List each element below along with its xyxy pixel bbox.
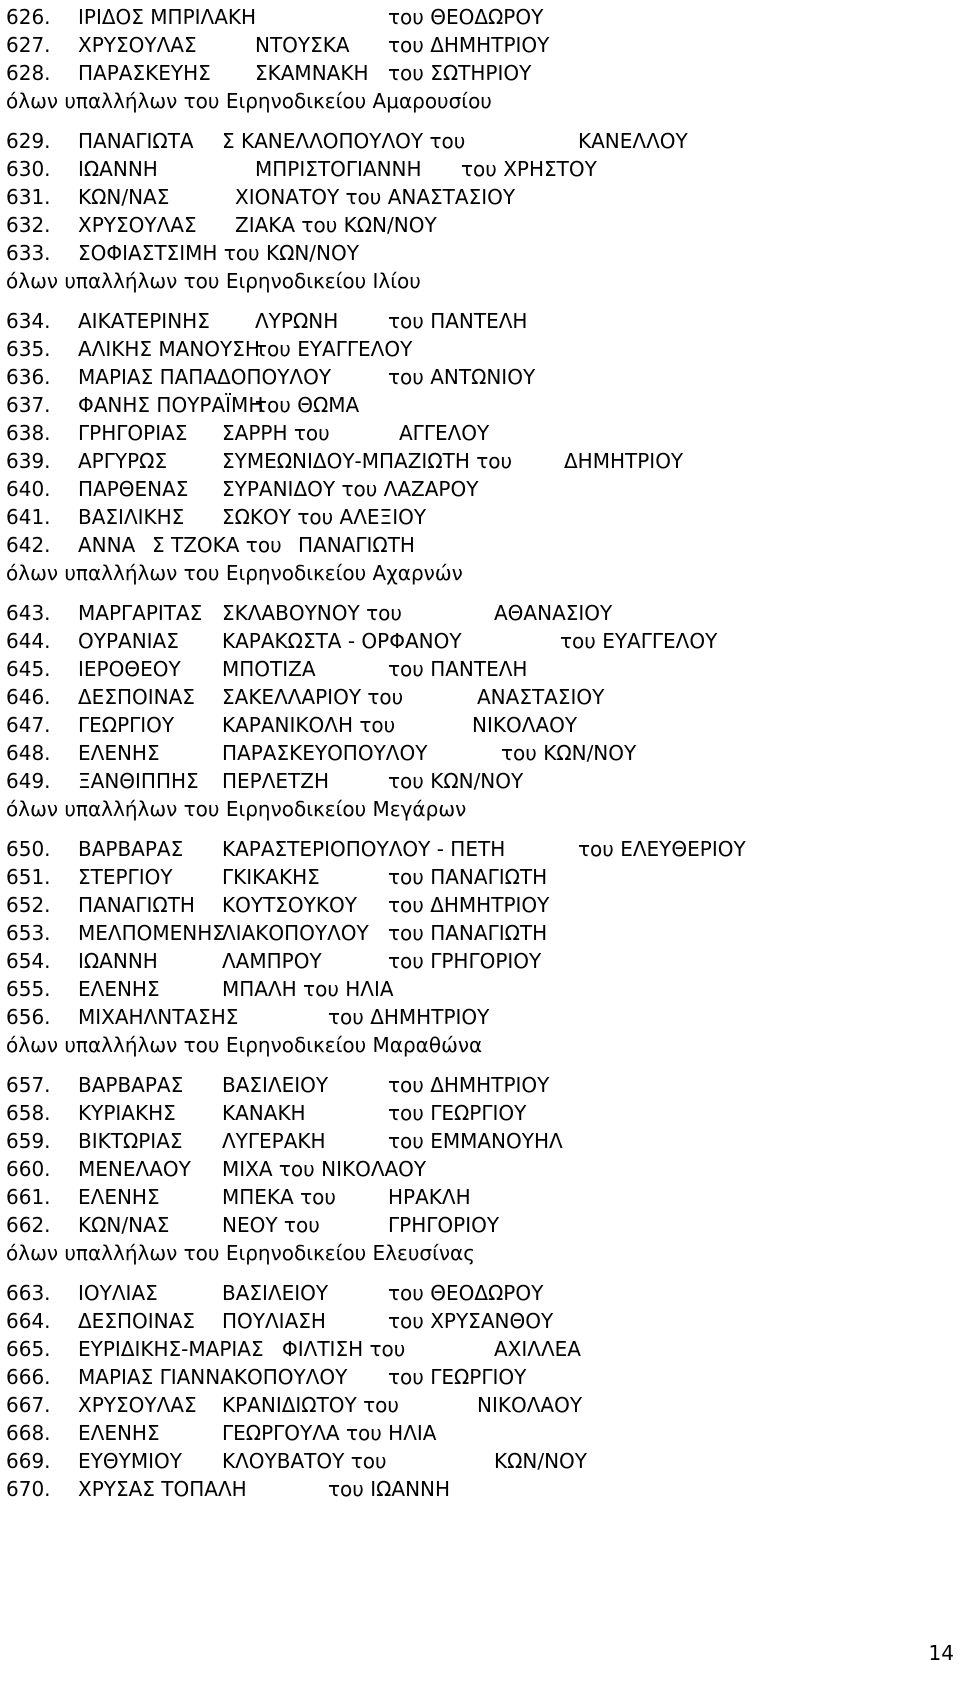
surname: ΣΥΡΑΝΙΔΟΥ του ΛΑΖΑΡΟΥ bbox=[222, 477, 479, 501]
surname: ΝΕΟΥ του bbox=[222, 1213, 320, 1237]
first-name: ΓΡΗΓΟΡΙΑΣ bbox=[78, 421, 188, 445]
list-item bbox=[0, 1210, 960, 1240]
first-name: ΑΛΙΚΗΣ ΜΑΝΟΥΣΗ bbox=[78, 337, 260, 361]
item-number: 644. bbox=[6, 629, 51, 653]
surname: ΒΑΣΙΛΕΙΟΥ bbox=[222, 1073, 329, 1097]
list-item bbox=[0, 1474, 960, 1504]
item-number: 634. bbox=[6, 309, 51, 333]
first-name: ΙΩΑΝΝΗ bbox=[78, 157, 158, 181]
list-item bbox=[0, 918, 960, 948]
first-name: ΑΡΓΥΡΩΣ bbox=[78, 449, 168, 473]
item-number: 669. bbox=[6, 1449, 51, 1473]
section-heading bbox=[0, 1030, 960, 1060]
first-name: ΕΛΕΝΗΣ bbox=[78, 1185, 160, 1209]
surname: του ΕΥΑΓΓΕΛΟΥ bbox=[255, 337, 413, 361]
surname: ΓΕΩΡΓΟΥΛΑ του ΗΛΙΑ bbox=[222, 1421, 437, 1445]
list-item bbox=[0, 766, 960, 796]
surname: ΣΑΚΕΛΛΑΡΙΟΥ του bbox=[222, 685, 404, 709]
first-name: ΓΕΩΡΓΙΟΥ bbox=[78, 713, 175, 737]
item-number: 667. bbox=[6, 1393, 51, 1417]
list-item bbox=[0, 1362, 960, 1392]
item-number: 655. bbox=[6, 977, 51, 1001]
first-name: ΧΡΥΣΟΥΛΑΣ bbox=[78, 213, 197, 237]
first-name: ΜΙΧΑΗΛΝΤΑΣΗΣ bbox=[78, 1005, 239, 1029]
list-item bbox=[0, 1446, 960, 1476]
first-name: ΣΟΦΙΑΣΤΣΙΜΗ του ΚΩΝ/ΝΟΥ bbox=[78, 241, 359, 265]
list-item bbox=[0, 1334, 960, 1364]
surname: του ΓΕΩΡΓΙΟΥ bbox=[388, 1365, 527, 1389]
section-heading-text: όλων υπαλλήλων του Ειρηνοδικείου Αχαρνών bbox=[6, 561, 463, 585]
father-name: του ΔΗΜΗΤΡΙΟΥ bbox=[388, 33, 550, 57]
father-name: ΑΧΙΛΛΕΑ bbox=[494, 1337, 581, 1361]
surname: ΛΑΜΠΡΟΥ bbox=[222, 949, 322, 973]
list-item bbox=[0, 598, 960, 628]
father-name: του ΕΜΜΑΝΟΥΗΛ bbox=[388, 1129, 563, 1153]
first-name: ΙΕΡΟΘΕΟΥ bbox=[78, 657, 181, 681]
item-number: 658. bbox=[6, 1101, 51, 1125]
list-item bbox=[0, 1278, 960, 1308]
first-name: ΕΛΕΝΗΣ bbox=[78, 741, 160, 765]
section-heading-text: όλων υπαλλήλων του Ειρηνοδικείου Αμαρουσίου bbox=[6, 89, 492, 113]
first-name: ΒΙΚΤΩΡΙΑΣ bbox=[78, 1129, 183, 1153]
item-number: 652. bbox=[6, 893, 51, 917]
list-item bbox=[0, 974, 960, 1004]
surname: ΦΙΛΤΙΣΗ του bbox=[282, 1337, 406, 1361]
list-item bbox=[0, 682, 960, 712]
first-name: ΞΑΝΘΙΠΠΗΣ bbox=[78, 769, 199, 793]
first-name: ΧΡΥΣΟΥΛΑΣ bbox=[78, 33, 197, 57]
section-heading-text: όλων υπαλλήλων του Ειρηνοδικείου Μεγάρων bbox=[6, 797, 467, 821]
item-number: 666. bbox=[6, 1365, 51, 1389]
father-name: του ΠΑΝΤΕΛΗ bbox=[388, 657, 528, 681]
first-name: ΠΑΡΘΕΝΑΣ bbox=[78, 477, 189, 501]
list-item bbox=[0, 626, 960, 656]
item-number: 639. bbox=[6, 449, 51, 473]
item-number: 645. bbox=[6, 657, 51, 681]
list-item bbox=[0, 182, 960, 212]
first-name: ΔΕΣΠΟΙΝΑΣ bbox=[78, 1309, 195, 1333]
surname: του ΘΩΜΑ bbox=[255, 393, 360, 417]
list-item bbox=[0, 1098, 960, 1128]
first-name: ΒΑΡΒΑΡΑΣ bbox=[78, 837, 184, 861]
surname: ΚΑΡΑΣΤΕΡΙΟΠΟΥΛΟΥ - ΠΕΤΗ bbox=[222, 837, 506, 861]
first-name: ΜΕΛΠΟΜΕΝΗΣ bbox=[78, 921, 225, 945]
first-name: ΕΥΘΥΜΙΟΥ bbox=[78, 1449, 182, 1473]
item-number: 636. bbox=[6, 365, 51, 389]
list-item bbox=[0, 654, 960, 684]
section-heading bbox=[0, 1238, 960, 1268]
first-name: ΜΑΡΙΑΣ ΓΙΑΝΝΑΚΟΠΟΥΛΟΥ bbox=[78, 1365, 348, 1389]
surname: ΚΛΟΥΒΑΤΟΥ του bbox=[222, 1449, 387, 1473]
section-heading bbox=[0, 266, 960, 296]
item-number: 643. bbox=[6, 601, 51, 625]
surname: ΣΥΜΕΩΝΙΔΟΥ-ΜΠΑΖΙΩΤΗ του bbox=[222, 449, 513, 473]
item-number: 628. bbox=[6, 61, 51, 85]
item-number: 638. bbox=[6, 421, 51, 445]
item-number: 653. bbox=[6, 921, 51, 945]
surname: Σ ΚΑΝΕΛΛΟΠΟΥΛΟΥ του bbox=[222, 129, 466, 153]
item-number: 656. bbox=[6, 1005, 51, 1029]
first-name: ΙΩΑΝΝΗ bbox=[78, 949, 158, 973]
list-item bbox=[0, 30, 960, 60]
father-name: του ΕΛΕΥΘΕΡΙΟΥ bbox=[578, 837, 746, 861]
list-item bbox=[0, 418, 960, 448]
father-name: ΔΗΜΗΤΡΙΟΥ bbox=[564, 449, 684, 473]
surname: ΠΕΡΛΕΤΖΗ bbox=[222, 769, 330, 793]
list-item bbox=[0, 738, 960, 768]
surname: ΠΑΡΑΣΚΕΥΟΠΟΥΛΟΥ bbox=[222, 741, 428, 765]
list-item bbox=[0, 946, 960, 976]
first-name: ΙΟΥΛΙΑΣ bbox=[78, 1281, 158, 1305]
father-name: του ΚΩΝ/ΝΟΥ bbox=[388, 769, 524, 793]
item-number: 630. bbox=[6, 157, 51, 181]
item-number: 647. bbox=[6, 713, 51, 737]
item-number: 646. bbox=[6, 685, 51, 709]
surname: ΜΙΧΑ του ΝΙΚΟΛΑΟΥ bbox=[222, 1157, 427, 1181]
surname: ΚΑΡΑΝΙΚΟΛΗ του bbox=[222, 713, 396, 737]
list-item bbox=[0, 2, 960, 32]
first-name: ΜΑΡΓΑΡΙΤΑΣ bbox=[78, 601, 203, 625]
list-item bbox=[0, 1418, 960, 1448]
first-name: ΙΡΙΔΟΣ ΜΠΡΙΛΑΚΗ bbox=[78, 5, 257, 29]
father-name: ΝΙΚΟΛΑΟΥ bbox=[472, 713, 578, 737]
section-heading bbox=[0, 558, 960, 588]
surname: Σ ΤΖΟΚΑ του bbox=[152, 533, 282, 557]
item-number: 660. bbox=[6, 1157, 51, 1181]
item-number: 662. bbox=[6, 1213, 51, 1237]
father-name: ΝΙΚΟΛΑΟΥ bbox=[477, 1393, 583, 1417]
item-number: 664. bbox=[6, 1309, 51, 1333]
first-name: ΑΙΚΑΤΕΡΙΝΗΣ bbox=[78, 309, 210, 333]
father-name: του ΓΡΗΓΟΡΙΟΥ bbox=[388, 949, 542, 973]
list-item bbox=[0, 1154, 960, 1184]
list-item bbox=[0, 210, 960, 240]
father-name: του ΔΗΜΗΤΡΙΟΥ bbox=[388, 893, 550, 917]
list-item bbox=[0, 1306, 960, 1336]
first-name: ΑΝΝΑ bbox=[78, 533, 136, 557]
item-number: 626. bbox=[6, 5, 51, 29]
surname: ΜΠΡΙΣΤΟΓΙΑΝΝΗ bbox=[255, 157, 422, 181]
surname: ΚΟΥΤΣΟΥΚΟΥ bbox=[222, 893, 357, 917]
father-name: του ΧΡΥΣΑΝΘΟΥ bbox=[388, 1309, 554, 1333]
first-name: ΦΑΝΗΣ ΠΟΥΡΑΪΜΗ bbox=[78, 393, 264, 417]
surname: ΛΥΓΕΡΑΚΗ bbox=[222, 1129, 326, 1153]
item-number: 635. bbox=[6, 337, 51, 361]
list-item bbox=[0, 530, 960, 560]
surname: ΣΑΡΡΗ του bbox=[222, 421, 330, 445]
father-name: του ΔΗΜΗΤΡΙΟΥ bbox=[388, 1073, 550, 1097]
father-name: του ΕΥΑΓΓΕΛΟΥ bbox=[560, 629, 718, 653]
item-number: 637. bbox=[6, 393, 51, 417]
first-name: ΟΥΡΑΝΙΑΣ bbox=[78, 629, 179, 653]
surname: ΚΡΑΝΙΔΙΩΤΟΥ του bbox=[222, 1393, 399, 1417]
surname: του ΑΝΤΩΝΙΟΥ bbox=[388, 365, 536, 389]
father-name: ΚΩΝ/ΝΟΥ bbox=[494, 1449, 588, 1473]
first-name: ΒΑΡΒΑΡΑΣ bbox=[78, 1073, 184, 1097]
item-number: 629. bbox=[6, 129, 51, 153]
list-item bbox=[0, 1390, 960, 1420]
list-item bbox=[0, 390, 960, 420]
list-item bbox=[0, 1126, 960, 1156]
item-number: 663. bbox=[6, 1281, 51, 1305]
first-name: ΧΡΥΣΑΣ ΤΟΠΑΛΗ bbox=[78, 1477, 247, 1501]
section-heading bbox=[0, 794, 960, 824]
section-heading-text: όλων υπαλλήλων του Ειρηνοδικείου Μαραθώνα bbox=[6, 1033, 483, 1057]
list-item bbox=[0, 154, 960, 184]
list-item bbox=[0, 58, 960, 88]
list-item bbox=[0, 1182, 960, 1212]
surname: ΣΚΛΑΒΟΥΝΟΥ του bbox=[222, 601, 402, 625]
first-name: ΚΩΝ/ΝΑΣ bbox=[78, 185, 170, 209]
list-item bbox=[0, 834, 960, 864]
first-name: ΕΛΕΝΗΣ bbox=[78, 1421, 160, 1445]
father-name: του ΠΑΝΑΓΙΩΤΗ bbox=[388, 865, 548, 889]
item-number: 641. bbox=[6, 505, 51, 529]
surname: ΜΠΑΛΗ του ΗΛΙΑ bbox=[222, 977, 394, 1001]
surname: ΓΚΙΚΑΚΗΣ bbox=[222, 865, 320, 889]
first-name: ΜΑΡΙΑΣ ΠΑΠΑΔΟΠΟΥΛΟΥ bbox=[78, 365, 332, 389]
father-name: του ΠΑΝΑΓΙΩΤΗ bbox=[388, 921, 548, 945]
surname: ΖΙΑΚΑ του ΚΩΝ/ΝΟΥ bbox=[235, 213, 437, 237]
section-heading bbox=[0, 86, 960, 116]
surname: του ΘΕΟΔΩΡΟΥ bbox=[388, 5, 544, 29]
surname: ΝΤΟΥΣΚΑ bbox=[255, 33, 350, 57]
list-item bbox=[0, 126, 960, 156]
list-item bbox=[0, 890, 960, 920]
section-heading-text: όλων υπαλλήλων του Ειρηνοδικείου Ελευσίνας bbox=[6, 1241, 475, 1265]
father-name: του ΓΕΩΡΓΙΟΥ bbox=[388, 1101, 527, 1125]
first-name: ΣΤΕΡΓΙΟΥ bbox=[78, 865, 173, 889]
first-name: ΧΡΥΣΟΥΛΑΣ bbox=[78, 1393, 197, 1417]
father-name: ΗΡΑΚΛΗ bbox=[388, 1185, 471, 1209]
list-item bbox=[0, 362, 960, 392]
first-name: ΠΑΝΑΓΙΩΤΑ bbox=[78, 129, 194, 153]
list-item bbox=[0, 862, 960, 892]
item-number: 657. bbox=[6, 1073, 51, 1097]
father-name: ΠΑΝΑΓΙΩΤΗ bbox=[298, 533, 415, 557]
item-number: 632. bbox=[6, 213, 51, 237]
father-name: ΓΡΗΓΟΡΙΟΥ bbox=[388, 1213, 500, 1237]
surname: ΣΚΑΜΝΑΚΗ bbox=[255, 61, 369, 85]
list-item bbox=[0, 502, 960, 532]
item-number: 627. bbox=[6, 33, 51, 57]
father-name: ΚΑΝΕΛΛΟΥ bbox=[578, 129, 688, 153]
item-number: 670. bbox=[6, 1477, 51, 1501]
list-item bbox=[0, 306, 960, 336]
item-number: 649. bbox=[6, 769, 51, 793]
surname: ΜΠΕΚΑ του bbox=[222, 1185, 336, 1209]
item-number: 640. bbox=[6, 477, 51, 501]
surname: ΚΑΝΑΚΗ bbox=[222, 1101, 306, 1125]
list-item bbox=[0, 446, 960, 476]
father-name: ΑΘΑΝΑΣΙΟΥ bbox=[494, 601, 613, 625]
item-number: 661. bbox=[6, 1185, 51, 1209]
item-number: 648. bbox=[6, 741, 51, 765]
list-item bbox=[0, 238, 960, 268]
item-number: 659. bbox=[6, 1129, 51, 1153]
item-number: 668. bbox=[6, 1421, 51, 1445]
father-name: του ΧΡΗΣΤΟΥ bbox=[461, 157, 597, 181]
list-item bbox=[0, 334, 960, 364]
surname: ΛΙΑΚΟΠΟΥΛΟΥ bbox=[222, 921, 369, 945]
item-number: 651. bbox=[6, 865, 51, 889]
first-name: ΕΥΡΙΔΙΚΗΣ-ΜΑΡΙΑΣ bbox=[78, 1337, 264, 1361]
first-name: ΕΛΕΝΗΣ bbox=[78, 977, 160, 1001]
list-item bbox=[0, 474, 960, 504]
surname: του ΔΗΜΗΤΡΙΟΥ bbox=[328, 1005, 490, 1029]
father-name: ΑΝΑΣΤΑΣΙΟΥ bbox=[477, 685, 605, 709]
first-name: ΠΑΝΑΓΙΩΤΗ bbox=[78, 893, 195, 917]
item-number: 642. bbox=[6, 533, 51, 557]
first-name: ΚΥΡΙΑΚΗΣ bbox=[78, 1101, 176, 1125]
first-name: ΚΩΝ/ΝΑΣ bbox=[78, 1213, 170, 1237]
first-name: ΒΑΣΙΛΙΚΗΣ bbox=[78, 505, 185, 529]
item-number: 633. bbox=[6, 241, 51, 265]
item-number: 665. bbox=[6, 1337, 51, 1361]
surname: ΠΟΥΛΙΑΣΗ bbox=[222, 1309, 326, 1333]
surname: ΜΠΟΤΙΖΑ bbox=[222, 657, 316, 681]
father-name: του ΚΩΝ/ΝΟΥ bbox=[501, 741, 637, 765]
surname: ΧΙΟΝΑΤΟΥ του ΑΝΑΣΤΑΣΙΟΥ bbox=[235, 185, 516, 209]
father-name: του ΠΑΝΤΕΛΗ bbox=[388, 309, 528, 333]
section-heading-text: όλων υπαλλήλων του Ειρηνοδικείου Ιλίου bbox=[6, 269, 421, 293]
page-number: 14 bbox=[928, 1641, 954, 1665]
surname: ΛΥΡΩΝΗ bbox=[255, 309, 339, 333]
father-name: ΑΓΓΕΛΟΥ bbox=[399, 421, 490, 445]
father-name: του ΘΕΟΔΩΡΟΥ bbox=[388, 1281, 544, 1305]
list-item bbox=[0, 710, 960, 740]
item-number: 631. bbox=[6, 185, 51, 209]
surname: ΒΑΣΙΛΕΙΟΥ bbox=[222, 1281, 329, 1305]
first-name: ΜΕΝΕΛΑΟΥ bbox=[78, 1157, 191, 1181]
surname: ΣΩΚΟΥ του ΑΛΕΞΙΟΥ bbox=[222, 505, 427, 529]
father-name: του ΣΩΤΗΡΙΟΥ bbox=[388, 61, 532, 85]
list-item bbox=[0, 1070, 960, 1100]
first-name: ΠΑΡΑΣΚΕΥΗΣ bbox=[78, 61, 211, 85]
first-name: ΔΕΣΠΟΙΝΑΣ bbox=[78, 685, 195, 709]
item-number: 654. bbox=[6, 949, 51, 973]
surname: του ΙΩΑΝΝΗ bbox=[328, 1477, 451, 1501]
list-item bbox=[0, 1002, 960, 1032]
item-number: 650. bbox=[6, 837, 51, 861]
surname: ΚΑΡΑΚΩΣΤΑ - ΟΡΦΑΝΟΥ bbox=[222, 629, 462, 653]
